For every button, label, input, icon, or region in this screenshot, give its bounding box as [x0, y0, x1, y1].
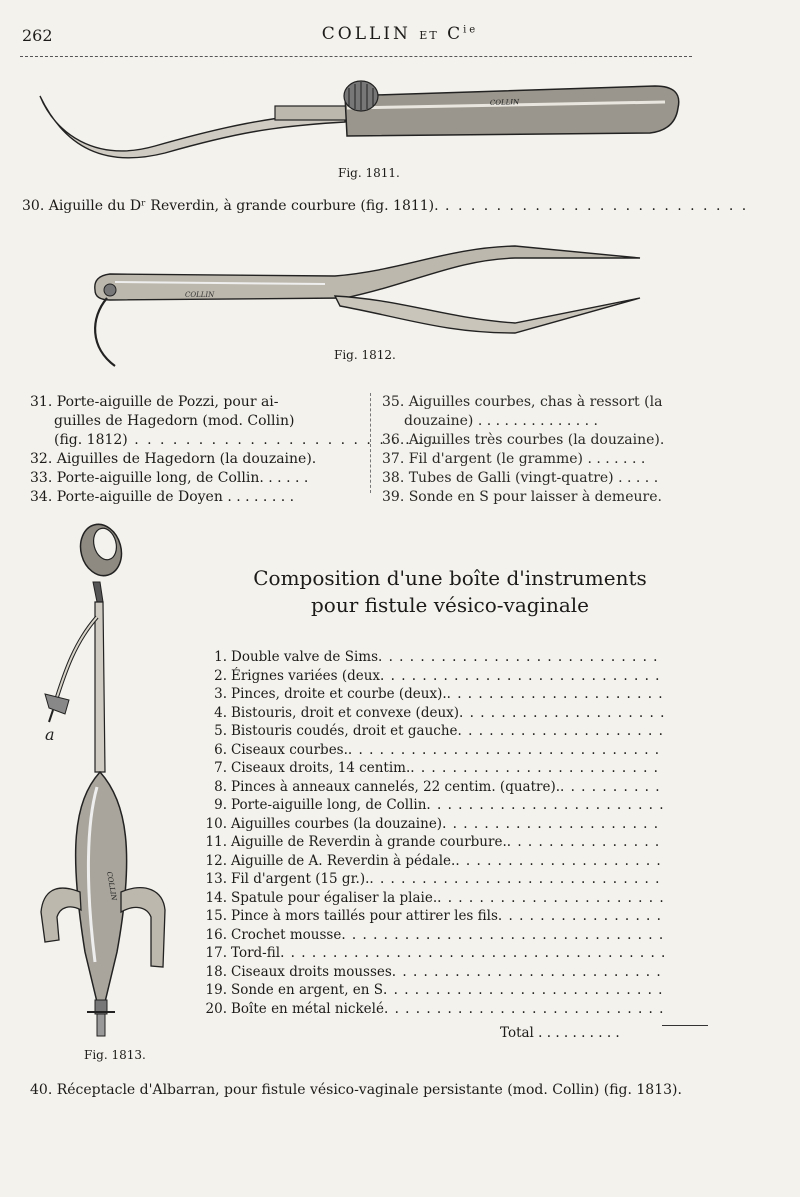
header-title-et: ET: [419, 29, 439, 42]
composition-item: [195, 833, 665, 852]
composition-item-number: 14.: [205, 889, 227, 906]
composition-item-text: Ciseaux droits, 14 centim.: [231, 760, 411, 776]
composition-item: [195, 963, 665, 982]
leader-dots: [348, 741, 665, 760]
composition-item-text: Pinces, droite et courbe (deux).: [231, 686, 447, 702]
composition-item-number: 9.: [214, 797, 227, 813]
header-title-collin: COLLIN: [321, 24, 411, 44]
composition-item: [195, 907, 665, 926]
composition-item-number: 11.: [205, 834, 227, 850]
composition-item: [195, 667, 665, 686]
item-37: 37. Fil d'argent (le gramme) . . . . . . .: [382, 451, 646, 467]
composition-item-number: 13.: [205, 871, 227, 887]
fig-1813-albarran-receptacle-illustration: [35, 522, 180, 1042]
fig-1811-engraved-brand: COLLIN: [489, 97, 520, 107]
composition-item: [195, 926, 665, 945]
composition-item-text: Aiguilles courbes (la douzaine): [231, 815, 443, 832]
composition-item: [195, 722, 665, 741]
composition-item-number: 2.: [214, 667, 227, 684]
total-rule: [662, 1025, 708, 1026]
running-header: [0, 24, 800, 44]
leader-dots: [442, 815, 665, 834]
composition-item-text: Crochet mousse: [231, 926, 342, 943]
composition-item-number: 12.: [205, 852, 227, 869]
composition-item: [195, 648, 665, 667]
right-item-column: [382, 393, 682, 507]
item-40: 40. Réceptacle d'Albarran, pour fistule vésico-vaginale persistante (mod. Collin) (fig. 1813).: [30, 1082, 682, 1098]
leader-dots: [410, 759, 665, 778]
item-39: 39. Sonde en S pour laisser à demeure.: [382, 489, 662, 505]
item-32: 32. Aiguilles de Hagedorn (la douzaine).: [30, 451, 317, 467]
leader-dots: [507, 833, 665, 852]
composition-item: [195, 815, 665, 834]
composition-total: Total . . . . . . . . . .: [500, 1025, 620, 1041]
item-30: 30. Aiguille du Dʳ Reverdin, à grande courbure (fig. 1811). . . .: [22, 198, 748, 214]
composition-item-text: Sonde en argent, en S: [231, 982, 384, 998]
composition-item-number: 7.: [214, 760, 227, 776]
composition-item-text: Double valve de Sims: [231, 649, 379, 665]
fig-1811-caption: Fig. 1811.: [338, 166, 400, 180]
page-number: 262: [22, 26, 53, 45]
item-35-line-1: 35. Aiguilles courbes, chas à ressort (la: [382, 394, 663, 410]
composition-item-number: 20.: [205, 1000, 227, 1017]
leader-dots: [383, 981, 665, 1000]
composition-item-text: Pinces à anneaux cannelés, 22 centim. (quatre).: [231, 778, 561, 795]
composition-item-number: 16.: [205, 926, 227, 943]
composition-item-text: Bistouris, droit et convexe (deux): [231, 704, 460, 721]
leader-dots: [280, 944, 665, 963]
item-36: 36. Aiguilles très courbes (la douzaine).: [382, 432, 665, 448]
composition-item: [195, 1000, 665, 1019]
column-separator: [370, 393, 371, 493]
composition-item-number: 6.: [214, 741, 227, 758]
composition-item: [195, 944, 665, 963]
header-title-cie: $C^{ie}$: [447, 24, 479, 44]
composition-item-number: 1.: [214, 649, 227, 665]
composition-item-text: Aiguille de Reverdin à grande courbure.: [231, 834, 507, 850]
leader-dots: [459, 704, 665, 723]
leader-dots: [426, 796, 665, 815]
composition-item: [195, 778, 665, 797]
composition-item: [195, 741, 665, 760]
composition-title: [230, 565, 670, 619]
composition-item: [195, 685, 665, 704]
leader-dots: [458, 722, 665, 741]
composition-item: [195, 852, 665, 871]
fig-1812-engraved-brand: COLLIN: [185, 291, 215, 299]
leader-dots: [380, 667, 665, 686]
composition-item-text: Ciseaux droits mousses: [231, 963, 392, 980]
composition-item-number: 15.: [205, 908, 227, 924]
item-33: 33. Porte-aiguille long, de Collin. . . . . .: [30, 470, 309, 486]
leader-dots: [341, 926, 665, 945]
composition-item-text: Tord-fil: [231, 945, 281, 961]
leader-dots: [392, 963, 665, 982]
composition-item-number: 5.: [214, 723, 227, 739]
leader-dots: [560, 778, 665, 797]
composition-item-number: 10.: [205, 815, 227, 832]
composition-item: [195, 870, 665, 889]
composition-item-text: Érignes variées (deux: [231, 667, 381, 684]
composition-item-text: Boîte en métal nickelé: [231, 1000, 384, 1017]
composition-item: [195, 889, 665, 908]
item-34: 34. Porte-aiguille de Doyen . . . . . . . .: [30, 489, 295, 505]
fig-1812-caption: Fig. 1812.: [334, 348, 396, 362]
composition-item: [195, 796, 665, 815]
leader-dots: [455, 852, 665, 871]
composition-item: [195, 759, 665, 778]
composition-item-text: Aiguille de A. Reverdin à pédale.: [231, 852, 456, 869]
header-rule: [20, 56, 692, 57]
item-31-line-1: 31. Porte-aiguille de Pozzi, pour ai-: [30, 394, 279, 410]
composition-title-line-2: pour fistule vésico-vaginale: [310, 593, 589, 617]
leader-dots: [384, 1000, 665, 1019]
composition-item-text: Spatule pour égaliser la plaie.: [231, 889, 438, 906]
fig-1813-engraved-brand: COLLIN: [105, 870, 118, 902]
composition-item-text: Ciseaux courbes.: [231, 741, 348, 758]
composition-item-number: 4.: [214, 704, 227, 721]
composition-item-text: Porte-aiguille long, de Collin: [231, 797, 427, 813]
composition-item-list: [195, 648, 665, 1018]
composition-item: [195, 981, 665, 1000]
composition-title-line-1: Composition d'une boîte d'instruments: [253, 566, 647, 590]
fig-1813-label-a: a: [45, 725, 55, 744]
composition-item: [195, 704, 665, 723]
leader-dots: [447, 685, 665, 704]
leader-dots: [498, 907, 665, 926]
left-item-column: [30, 393, 355, 507]
composition-item-text: Pince à mors taillés pour attirer les fils: [231, 908, 498, 924]
item-31-line-3: (fig. 1812) . . .: [30, 431, 355, 450]
composition-item-number: 18.: [205, 963, 227, 980]
composition-item-text: Bistouris coudés, droit et gauche: [231, 723, 458, 739]
item-38: 38. Tubes de Galli (vingt-quatre) . . . . .: [382, 470, 659, 486]
composition-item-number: 8.: [214, 778, 227, 795]
composition-item-text: Fil d'argent (15 gr.).: [231, 871, 370, 887]
leader-dots: [437, 889, 665, 908]
composition-item-number: 17.: [205, 945, 227, 961]
item-35-line-2: douzaine) . . . . . . . . . . . . . .: [404, 413, 598, 429]
composition-item-number: 3.: [214, 686, 227, 702]
composition-item-number: 19.: [205, 982, 227, 998]
leader-dots: [369, 870, 665, 889]
item-31-line-2: guilles de Hagedorn (mod. Collin): [54, 413, 295, 429]
leader-dots: [378, 648, 665, 667]
fig-1811-reverdin-needle-illustration: [35, 78, 685, 163]
fig-1813-caption: Fig. 1813.: [84, 1048, 146, 1062]
